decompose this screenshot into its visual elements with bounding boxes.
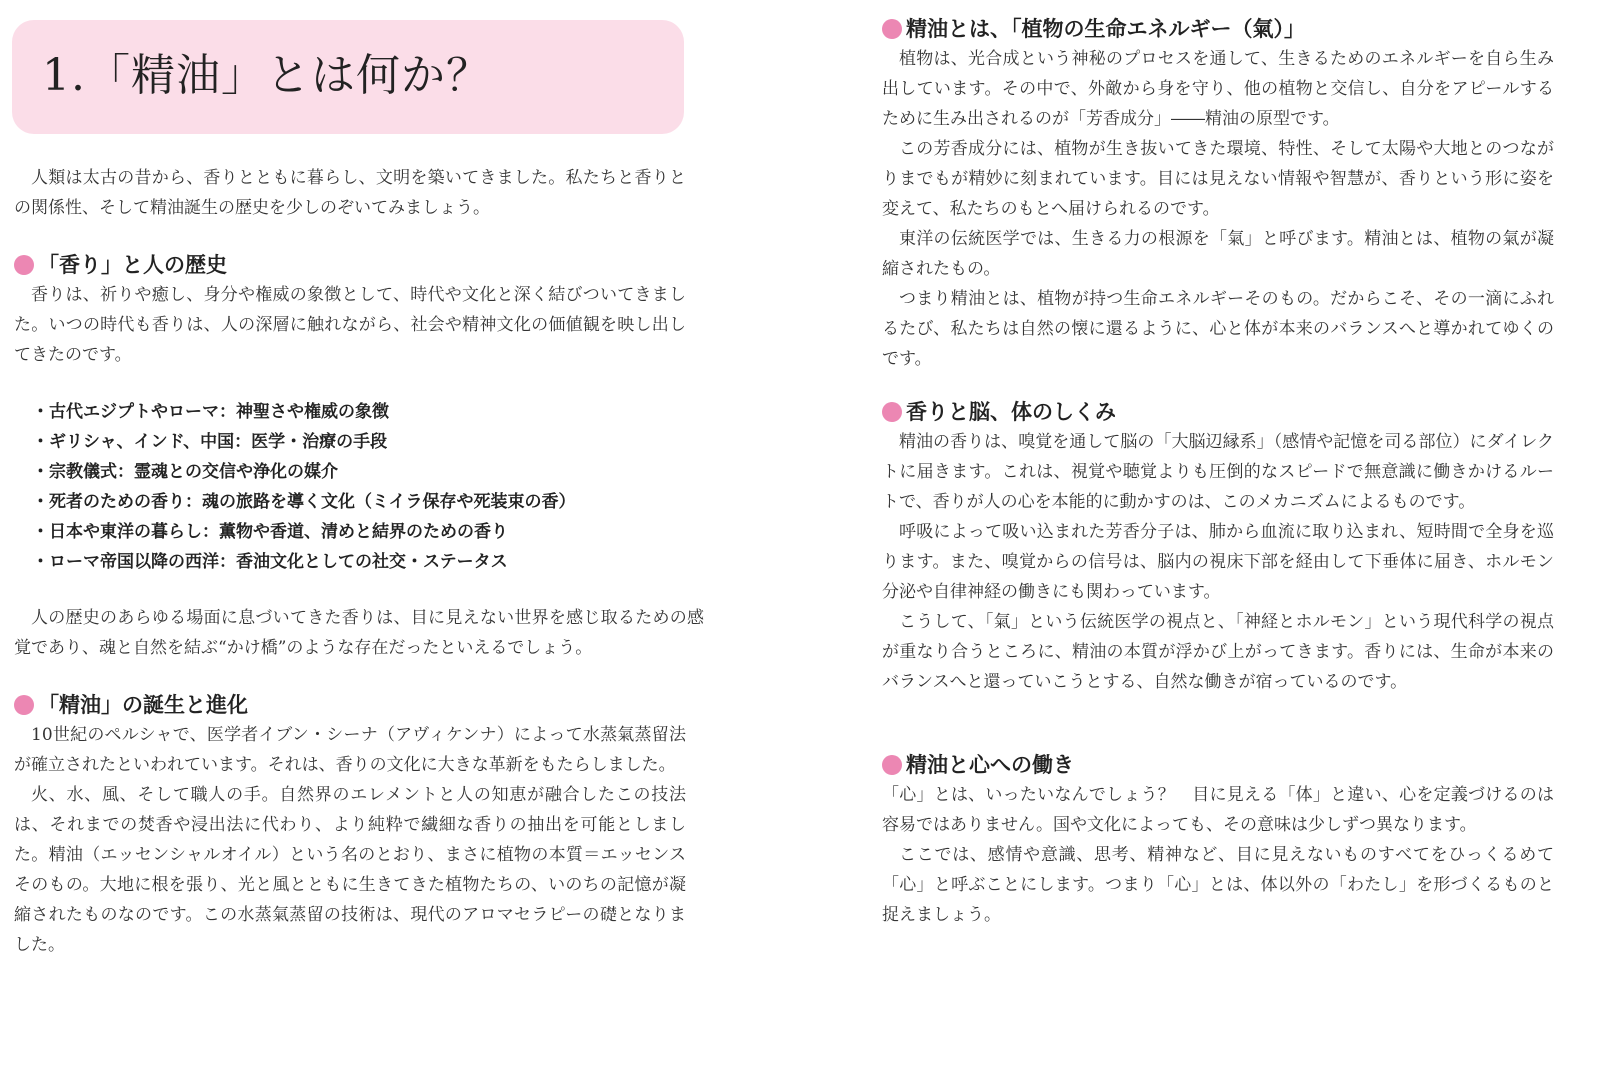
history-heading <box>14 250 227 280</box>
birth-heading-text: 「精油」の誕生と進化 <box>38 693 248 717</box>
list-item: ・ギリシャ、インド、中国：医学・治療の手段 <box>32 432 388 452</box>
list-item: ・古代エジプトやローマ：神聖さや権威の象徴 <box>32 402 389 422</box>
history-list <box>32 397 576 577</box>
list-item: ・ローマ帝国以降の西洋：香油文化としての社交・ステータス <box>32 552 508 572</box>
life-energy-body <box>882 44 1554 374</box>
mind-heading <box>882 750 1074 780</box>
chapter-title: 1.「精油」とは何か？ <box>42 50 491 101</box>
mind-heading-text: 精油と心への働き <box>906 753 1074 777</box>
chapter-title-box <box>12 20 684 134</box>
mind-paragraph: 「心」とは、いったいなんでしょう？ 目に見える「体」と違い、心を定義づけるのは容易ではありません。国や文化によっても、その意味は少しずつ異なります。 <box>882 785 1554 835</box>
life-energy-paragraph: 植物は、光合成という神秘のプロセスを通して、生きるためのエネルギーを自ら生み出しています。その中で、外敵から身を守り、他の植物と交信し、自分をアピールするために生み出されるのが「芳香成分」――精油の原型です。 <box>882 49 1554 129</box>
brain-body-heading <box>882 397 1116 427</box>
pink-bullet-icon <box>882 755 902 775</box>
brain-body-paragraph: こうして、「氣」という伝統医学の視点と、「神経とホルモン」という現代科学の視点が重なり合うところに、精油の本質が浮かび上がってきます。香りには、生命が本来のバランスへと還っていこうとする、自然な働きが宿っているのです。 <box>882 612 1554 692</box>
pink-bullet-icon <box>882 402 902 422</box>
brain-body-paragraph: 呼吸によって吸い込まれた芳香分子は、肺から血流に取り込まれ、短時間で全身を巡ります。また、嗅覚からの信号は、脳内の視床下部を経由して下垂体に届き、ホルモン分泌や自律神経の働きにも関わっています。 <box>882 522 1554 602</box>
life-energy-paragraph: 東洋の伝統医学では、生きる力の根源を「氣」と呼びます。精油とは、植物の氣が凝縮されたもの。 <box>882 229 1554 279</box>
list-item: ・死者のための香り：魂の旅路を導く文化（ミイラ保存や死装束の香） <box>32 492 576 512</box>
birth-paragraph: 火、水、風、そして職人の手。自然界のエレメントと人の知恵が融合したこの技法は、それまでの焚香や浸出法に代わり、より純粋で繊細な香りの抽出を可能としました。精油（エッセンシャルオイル）という名のとおり、まさに植物の本質＝エッセンスそのもの。大地に根を張り、光と風とともに生きてきた植物たちの、いのちの記憶が凝縮されたものなのです。この水蒸氣蒸留の技術は、現代のアロマセラピーの礎となりました。 <box>14 785 686 955</box>
life-energy-paragraph: つまり精油とは、植物が持つ生命エネルギーそのもの。だからこそ、その一滴にふれるたび、私たちは自然の懐に還るように、心と体が本来のバランスへと導かれてゆくのです。 <box>882 289 1554 369</box>
life-energy-heading-text: 精油とは、「植物の生命エネルギー（氣）」 <box>906 17 1305 41</box>
history-outro <box>14 603 704 663</box>
pink-bullet-icon <box>14 695 34 715</box>
birth-paragraph: 10世紀のペルシャで、医学者イブン・シーナ（アヴィケンナ）によって水蒸氣蒸留法が確立されたといわれています。それは、香りの文化に大きな革新をもたらしました。 <box>14 725 686 775</box>
list-item: ・日本や東洋の暮らし：薫物や香道、清めと結界のための香り <box>32 522 508 542</box>
life-energy-paragraph: この芳香成分には、植物が生き抜いてきた環境、特性、そして太陽や大地とのつながりまでもが精妙に刻まれています。目には見えない情報や智慧が、香りという形に姿を変えて、私たちのもとへ届けられるのです。 <box>882 139 1554 219</box>
birth-body <box>14 720 686 960</box>
life-energy-heading <box>882 14 1305 44</box>
history-body <box>14 280 686 370</box>
brain-body-heading-text: 香りと脳、体のしくみ <box>906 400 1116 424</box>
mind-body <box>882 780 1554 930</box>
pink-bullet-icon <box>882 19 902 39</box>
pink-bullet-icon <box>14 255 34 275</box>
intro-paragraph: 人類は太古の昔から、香りとともに暮らし、文明を築いてきました。私たちと香りとの関係性、そして精油誕生の歴史を少しのぞいてみましょう。 <box>14 168 686 218</box>
history-paragraph: 香りは、祈りや癒し、身分や権威の象徴として、時代や文化と深く結びついてきました。いつの時代も香りは、人の深層に触れながら、社会や精神文化の価値観を映し出してきたのです。 <box>14 285 686 365</box>
history-heading-text: 「香り」と人の歴史 <box>38 253 227 277</box>
intro-section <box>14 163 686 223</box>
birth-heading <box>14 690 248 720</box>
brain-body-paragraph: 精油の香りは、嗅覚を通して脳の「大脳辺縁系」（感情や記憶を司る部位）にダイレクトに届きます。これは、視覚や聴覚よりも圧倒的なスピードで無意識に働きかけるルートで、香りが人の心を本能的に動かすのは、このメカニズムによるものです。 <box>882 432 1554 512</box>
history-outro-paragraph: 人の歴史のあらゆる場面に息づいてきた香りは、目に見えない世界を感じ取るための感覚であり、魂と自然を結ぶ“かけ橋”のような存在だったといえるでしょう。 <box>14 608 704 658</box>
list-item: ・宗教儀式：霊魂との交信や浄化の媒介 <box>32 462 338 482</box>
brain-body-body <box>882 427 1554 697</box>
mind-paragraph: ここでは、感情や意識、思考、精神など、目に見えないものすべてをひっくるめて「心」と呼ぶことにします。つまり「心」とは、体以外の「わたし」を形づくるものと捉えましょう。 <box>882 845 1554 925</box>
